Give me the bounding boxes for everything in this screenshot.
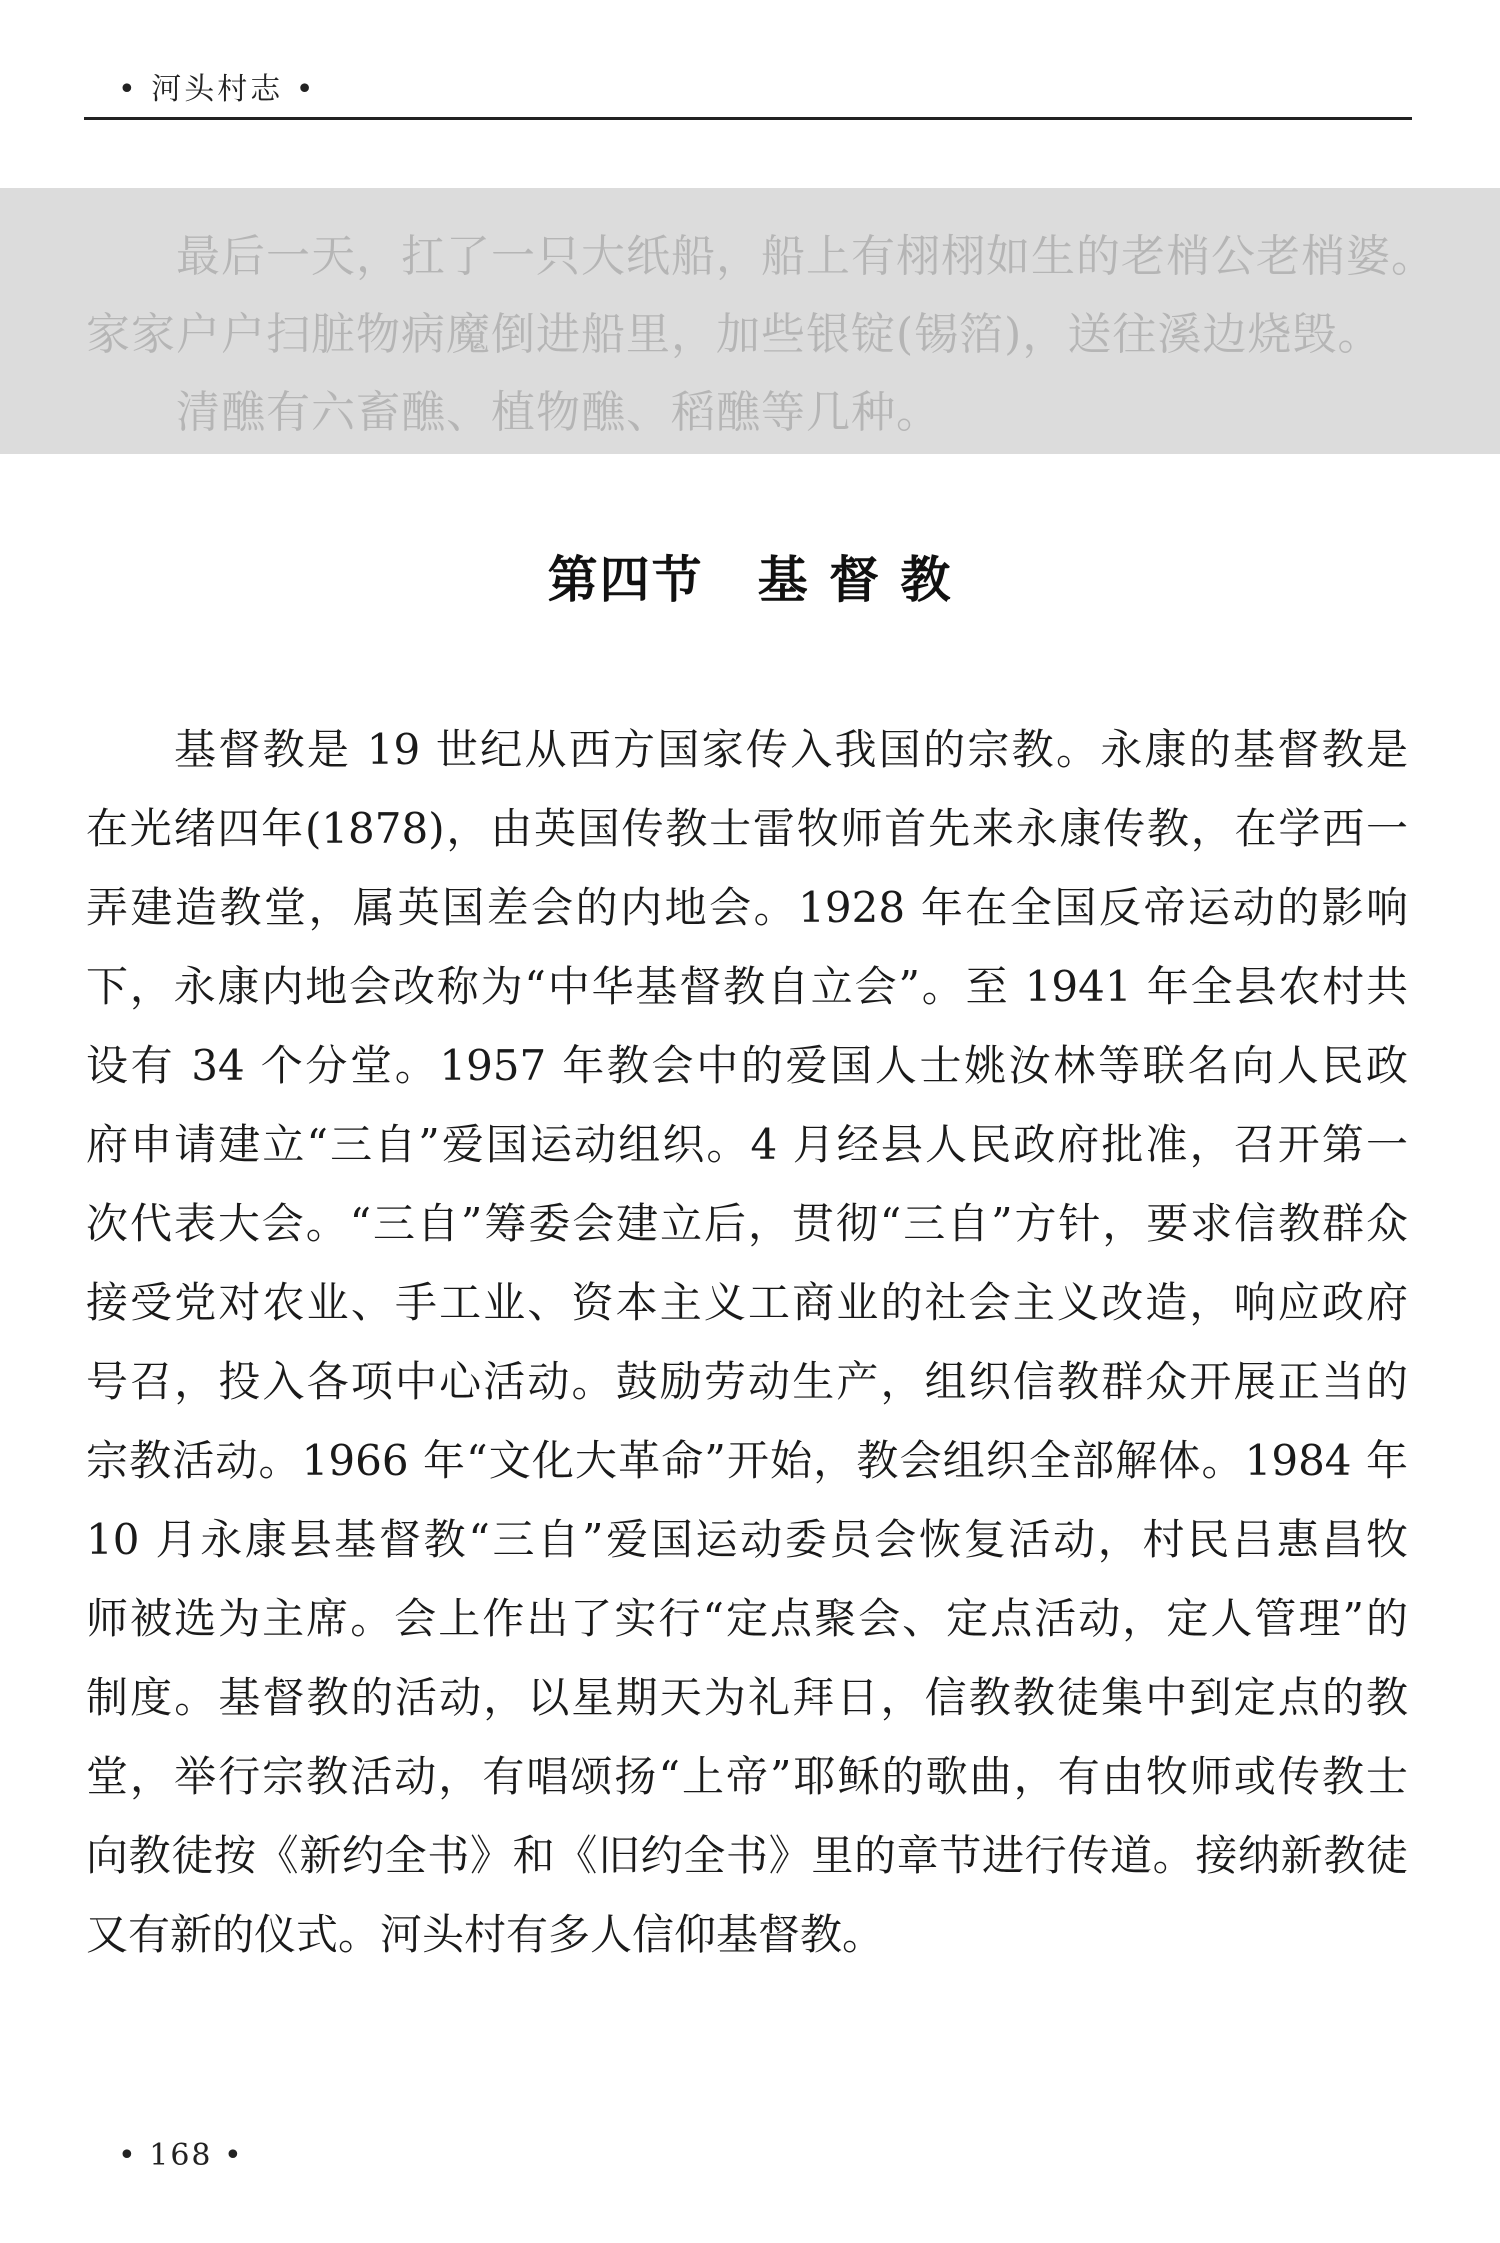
page-number: • 168 •: [118, 2138, 244, 2173]
body-line: 府申请建立“三自”爱国运动组织。4 月经县人民政府批准，召开第一: [86, 1120, 1408, 1169]
running-head: • 河头村志 •: [118, 72, 317, 107]
body-line: 宗教活动。1966 年“文化大革命”开始，教会组织全部解体。1984 年: [86, 1436, 1408, 1485]
body-line: 向教徒按《新约全书》和《旧约全书》里的章节进行传道。接纳新教徒: [86, 1831, 1408, 1880]
body-line: 在光绪四年(1878)，由英国传教士雷牧师首先来永康传教，在学西一: [86, 804, 1408, 853]
body-line: 下，永康内地会改称为“中华基督教自立会”。至 1941 年全县农村共: [86, 962, 1408, 1011]
section-title: 基 督 教: [757, 550, 953, 609]
body-line: 制度。基督教的活动，以星期天为礼拜日，信教教徒集中到定点的教: [86, 1673, 1408, 1722]
body-line: 师被选为主席。会上作出了实行“定点聚会、定点活动，定人管理”的: [86, 1594, 1408, 1643]
body-line: 号召，投入各项中心活动。鼓励劳动生产，组织信教群众开展正当的: [86, 1357, 1408, 1406]
body-line: 基督教是 19 世纪从西方国家传入我国的宗教。永康的基督教是: [174, 725, 1408, 774]
header-rule: [84, 117, 1412, 120]
faded-text-line: 清醮有六畜醮、植物醮、稻醮等几种。: [176, 387, 941, 438]
body-line: 弄建造教堂，属英国差会的内地会。1928 年在全国反帝运动的影响: [86, 883, 1408, 932]
body-line: 10 月永康县基督教“三自”爱国运动委员会恢复活动，村民吕惠昌牧: [86, 1515, 1408, 1564]
section-number: 第四节: [547, 550, 704, 609]
body-paragraph: [86, 710, 1408, 1974]
faded-text-line: 最后一天，扛了一只大纸船，船上有栩栩如生的老梢公老梢婆。: [176, 231, 1436, 282]
faded-text-line: 家家户户扫脏物病魔倒进船里，加些银锭(锡箔)，送往溪边烧毁。: [86, 309, 1383, 360]
body-line: 次代表大会。“三自”筹委会建立后，贯彻“三自”方针，要求信教群众: [86, 1199, 1408, 1248]
body-line: 设有 34 个分堂。1957 年教会中的爱国人士姚汝林等联名向人民政: [86, 1041, 1408, 1090]
section-heading: [0, 540, 1500, 612]
body-line: 堂，举行宗教活动，有唱颂扬“上帝”耶稣的歌曲，有由牧师或传教士: [86, 1752, 1408, 1801]
body-line: 接受党对农业、手工业、资本主义工商业的社会主义改造，响应政府: [86, 1278, 1408, 1327]
faded-carryover-text-block: [0, 188, 1500, 454]
body-line: 又有新的仪式。河头村有多人信仰基督教。: [86, 1910, 885, 1959]
